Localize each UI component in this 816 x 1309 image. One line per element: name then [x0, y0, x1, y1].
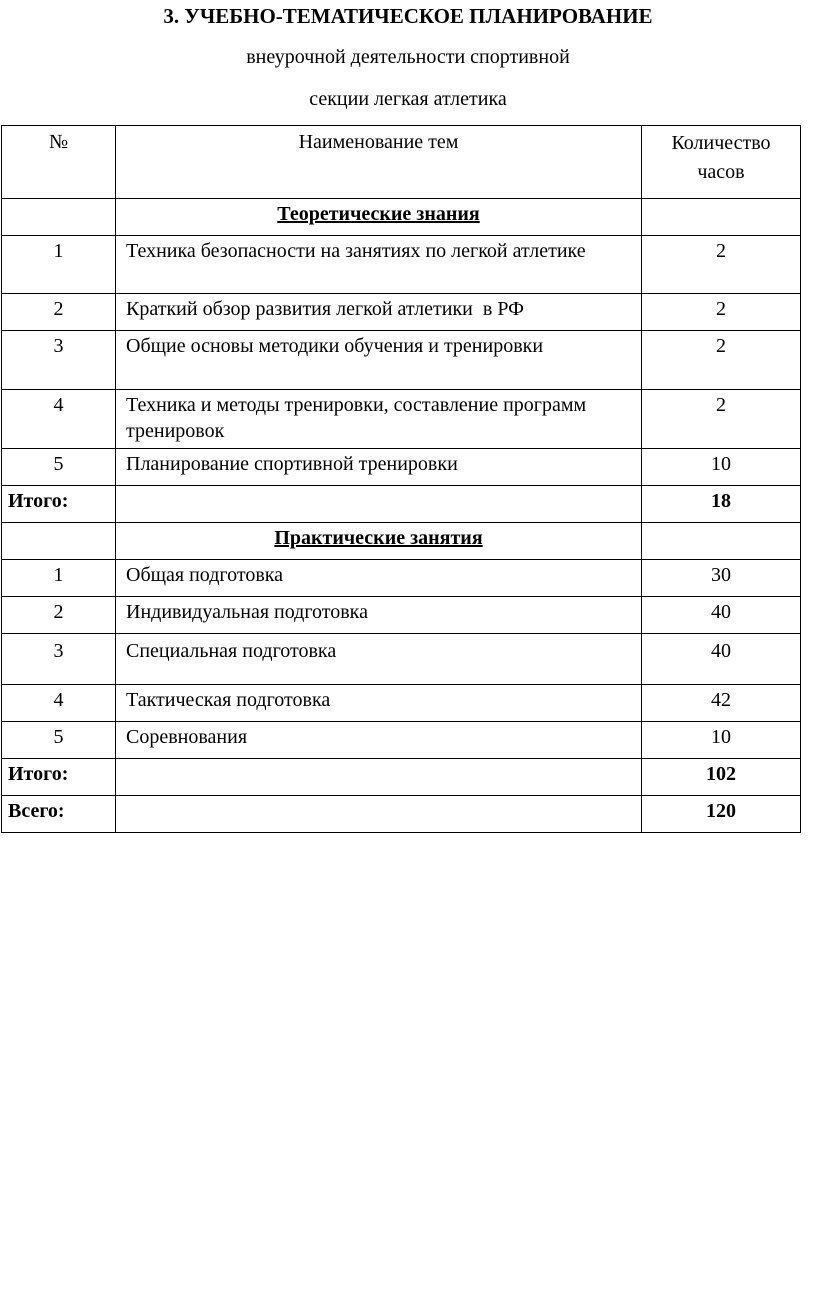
- row-name: Техника безопасности на занятиях по легкой атлетике: [116, 236, 642, 294]
- table-row: [2, 560, 801, 597]
- table-row: [2, 685, 801, 722]
- header-hours: [642, 126, 801, 199]
- header-name: Наименование тем: [116, 126, 642, 199]
- row-num: 2: [2, 597, 116, 634]
- row-name: Краткий обзор развития легкой атлетики в РФ: [116, 294, 642, 331]
- section-title-theory: Теоретические знания: [116, 199, 642, 236]
- table-row: [2, 634, 801, 685]
- row-name: Индивидуальная подготовка: [116, 597, 642, 634]
- grand-total-value: 120: [642, 796, 801, 833]
- table-row: [2, 722, 801, 759]
- row-name: Тактическая подготовка: [116, 685, 642, 722]
- table-row: [2, 597, 801, 634]
- row-num: 2: [2, 294, 116, 331]
- row-hours: 2: [642, 236, 801, 294]
- row-hours: 42: [642, 685, 801, 722]
- header-num: №: [2, 126, 116, 199]
- row-num: 1: [2, 560, 116, 597]
- row-hours: 2: [642, 331, 801, 390]
- row-hours: 40: [642, 597, 801, 634]
- subtotal-label: Итого:: [2, 759, 116, 796]
- row-hours: 10: [642, 722, 801, 759]
- section-row-practice: [2, 523, 801, 560]
- table-row: [2, 390, 801, 449]
- row-num: 3: [2, 331, 116, 390]
- row-num: 5: [2, 449, 116, 486]
- subtotal-row-theory: [2, 486, 801, 523]
- row-name: Планирование спортивной тренировки: [116, 449, 642, 486]
- row-name: Соревнования: [116, 722, 642, 759]
- grand-total-label: Всего:: [2, 796, 116, 833]
- grand-total-row: [2, 796, 801, 833]
- section-title-practice: Практические занятия: [116, 523, 642, 560]
- row-num: 4: [2, 685, 116, 722]
- row-name: Техника и методы тренировки, составление программ тренировок: [116, 390, 642, 449]
- header-hours-line2: часов: [697, 161, 745, 183]
- table-header-row: [2, 126, 801, 199]
- row-name: Общая подготовка: [116, 560, 642, 597]
- document-subtitle-line2: секции легкая атлетика: [309, 88, 507, 110]
- row-hours: 40: [642, 634, 801, 685]
- header-hours-line1: Количество: [671, 132, 771, 154]
- subtotal-value: 18: [642, 486, 801, 523]
- row-num: 5: [2, 722, 116, 759]
- document-title: 3. УЧЕБНО-ТЕМАТИЧЕСКОЕ ПЛАНИРОВАНИЕ: [163, 4, 653, 28]
- row-hours: 10: [642, 449, 801, 486]
- subtotal-row-practice: [2, 759, 801, 796]
- document-subtitle-line1: внеурочной деятельности спортивной: [246, 46, 570, 68]
- subtotal-value: 102: [642, 759, 801, 796]
- subtotal-label: Итого:: [2, 486, 116, 523]
- table-row: [2, 236, 801, 294]
- row-name: Общие основы методики обучения и тренировки: [116, 331, 642, 390]
- table-row: [2, 449, 801, 486]
- table-row: [2, 331, 801, 390]
- row-hours: 2: [642, 390, 801, 449]
- row-hours: 30: [642, 560, 801, 597]
- row-num: 4: [2, 390, 116, 449]
- row-num: 1: [2, 236, 116, 294]
- table-row: [2, 294, 801, 331]
- row-name: Специальная подготовка: [116, 634, 642, 685]
- row-hours: 2: [642, 294, 801, 331]
- row-num: 3: [2, 634, 116, 685]
- plan-table: [1, 125, 801, 833]
- section-row-theory: [2, 199, 801, 236]
